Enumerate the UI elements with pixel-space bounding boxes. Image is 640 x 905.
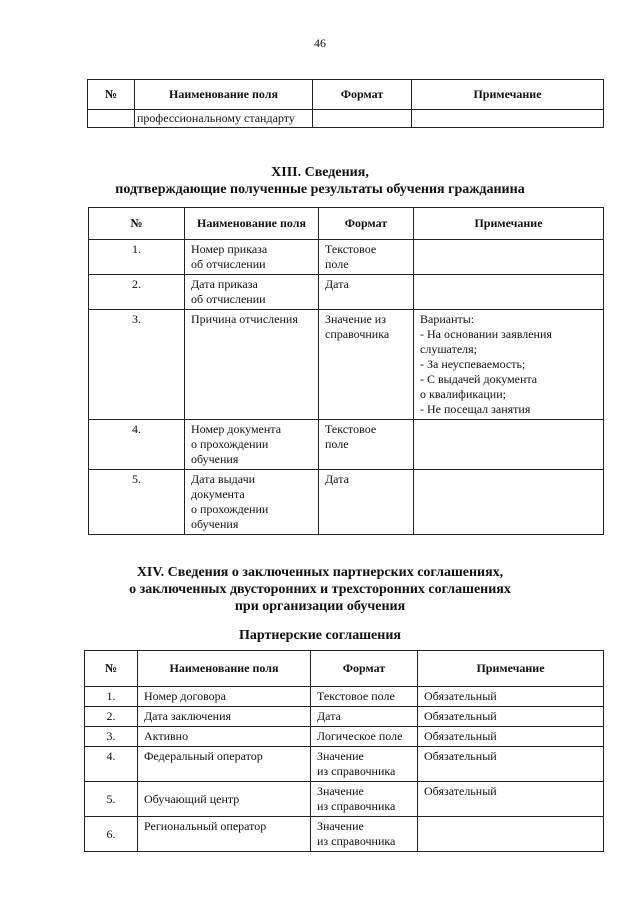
table-row: 1. Номер договора Текстовое поле Обязательный [85,687,604,707]
table-row: 5. Дата выдачи документа о прохождении обучения Дата [89,470,604,535]
header-name: Наименование поля [138,651,311,687]
header-format: Формат [311,651,418,687]
table-row: 3. Причина отчисления Значение из справочника Варианты: - На основании заявления слушателя; - За неуспеваемость; - С выдачей документа о квалификации; - Не посещал занятия [89,310,604,420]
section-14-title-3: при организации обучения [234,599,406,614]
section-13-table [88,207,604,535]
table-row: 5. Обучающий центр Значение из справочника Обязательный [85,782,604,817]
header-num: № [89,208,185,240]
header-format: Формат [319,208,414,240]
table-row: 4. Номер документа о прохождении обучения Текстовое поле [89,420,604,470]
continuation-table [87,79,604,128]
section-14-table [84,650,604,852]
continuation-cell: профессиональному стандарту [135,110,313,128]
section-14-subtitle: Партнерские соглашения [239,628,401,643]
page-number: 46 [314,36,326,50]
table-row: 1. Номер приказа об отчислении Текстовое поле [89,240,604,275]
header-format: Формат [313,80,412,110]
header-num: № [85,651,138,687]
header-note: Примечание [412,80,604,110]
section-13-title-1: XIII. Сведения, [271,165,369,180]
header-name: Наименование поля [135,80,313,110]
header-name: Наименование поля [185,208,319,240]
section-13-title-2: подтверждающие полученные результаты обучения гражданина [115,182,525,197]
table-row: 3. Активно Логическое поле Обязательный [85,727,604,747]
header-note: Примечание [418,651,604,687]
section-14-title-1: XIV. Сведения о заключенных партнерских соглашениях, [136,565,504,580]
table-row: 4. Федеральный оператор Значение из справочника Обязательный [85,747,604,782]
table-row: 6. Региональный оператор Значение из справочника [85,817,604,852]
table-row: 2. Дата заключения Дата Обязательный [85,707,604,727]
header-num: № [88,80,135,110]
table-row: 2. Дата приказа об отчислении Дата [89,275,604,310]
header-note: Примечание [414,208,604,240]
section-14-title-2: о заключенных двусторонних и трехсторонних соглашениях [129,582,511,597]
